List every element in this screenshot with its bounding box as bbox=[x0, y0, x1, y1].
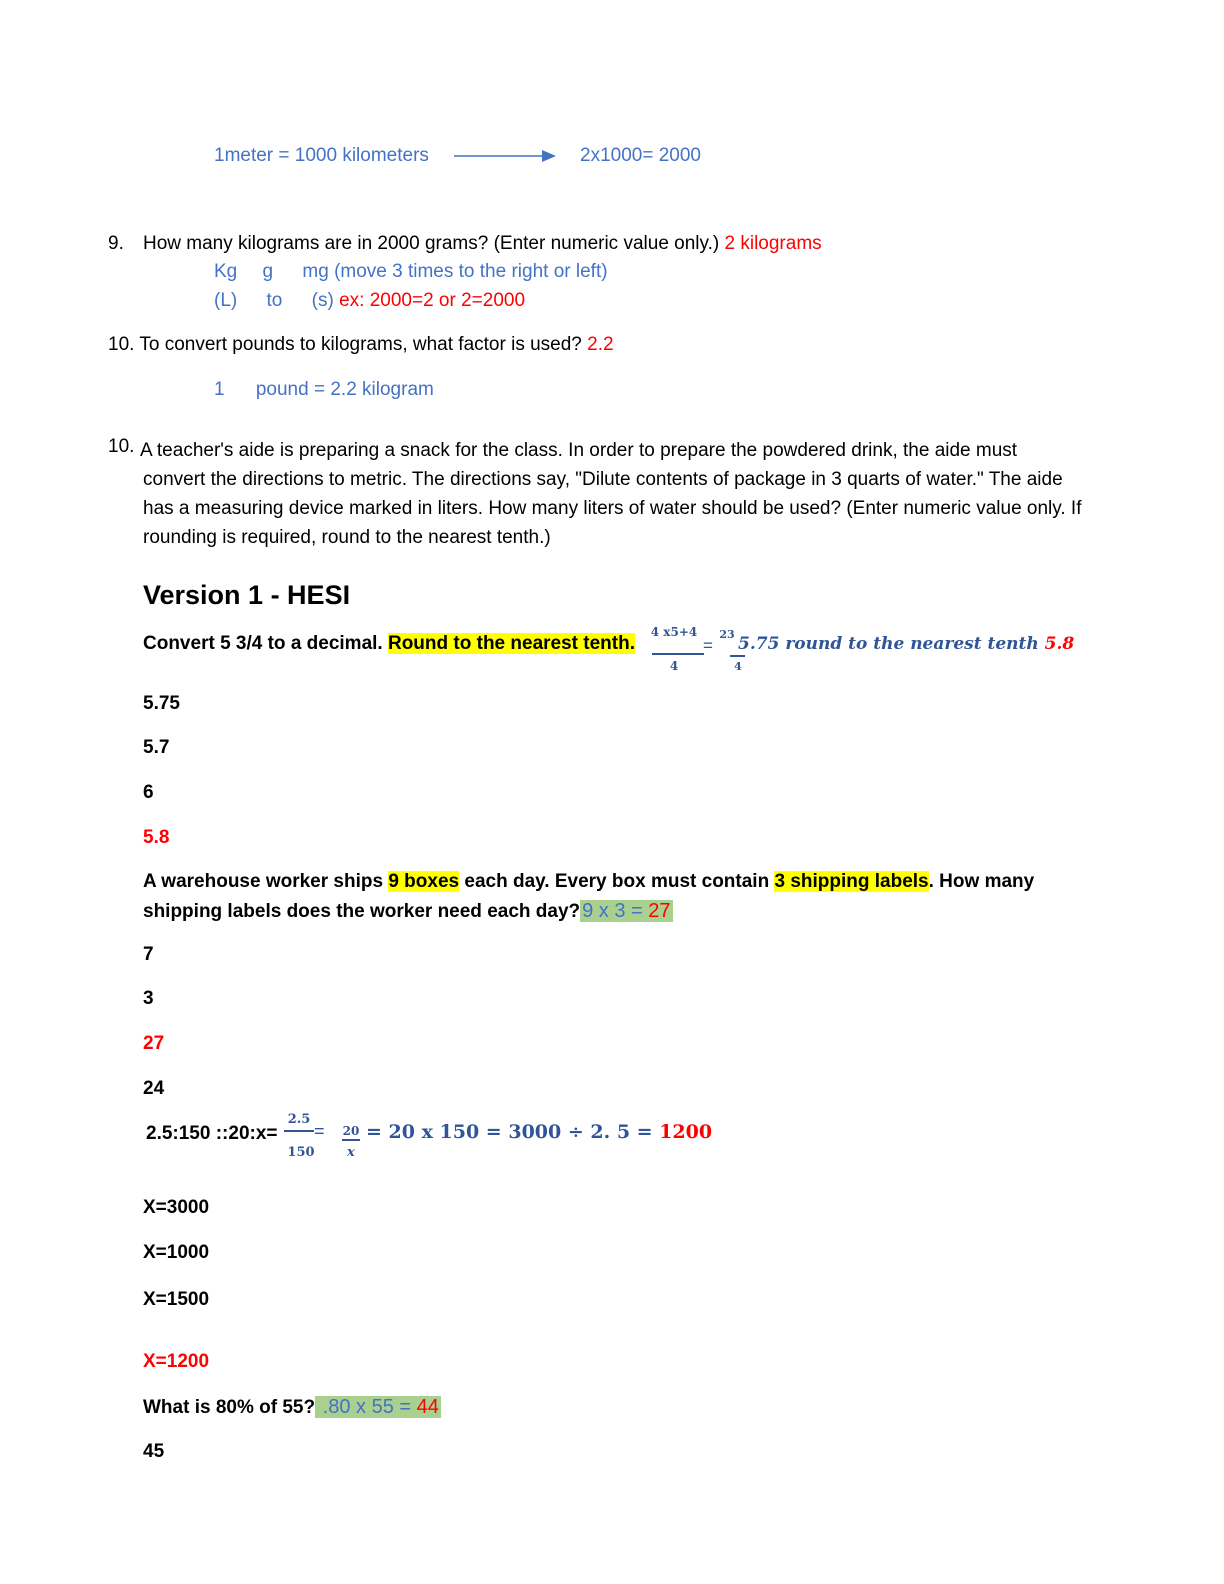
v1q3-frac2-denominator: x bbox=[347, 1145, 355, 1160]
v1q2-part-2: each day. Every box must contain bbox=[459, 871, 775, 892]
v1q3-option-2: X=1000 bbox=[143, 1242, 210, 1263]
v1q2-highlight-1: 9 boxes bbox=[388, 871, 460, 892]
v1q2-calc-answer: 27 bbox=[648, 900, 671, 922]
v1q2-part-4: shipping labels does the worker need each day? bbox=[143, 901, 581, 922]
v1q2-part-3: . How many bbox=[928, 871, 1035, 892]
q10a-hint-rest: pound = 2.2 kilogram bbox=[255, 379, 434, 400]
question-10b-body: A teacher's aide is preparing a snack for the class. In order to prepare the powdered drink, the aide must convert the directions to metric. The directions say, "Dilute contents of package in 3 quarts of water." The aide has a measuring device marked in liters. How many liters of water should be used? (Enter numeric value only. If rounding is required, round to the nearest tenth.) bbox=[140, 440, 1082, 548]
v1q3-option-3: X=1500 bbox=[143, 1289, 210, 1310]
conversion-note-right: 2x1000= 2000 bbox=[580, 145, 701, 166]
v1-question-4 bbox=[143, 1396, 441, 1419]
question-9-text: How many kilograms are in 2000 grams? (Enter numeric value only.) bbox=[143, 233, 720, 254]
hint-l: (L) bbox=[214, 290, 238, 311]
v1q3-option-1: X=3000 bbox=[143, 1197, 210, 1218]
hint-example: ex: 2000=2 or 2=2000 bbox=[339, 290, 526, 311]
conversion-note-left: 1meter = 1000 kilometers bbox=[214, 145, 429, 166]
v1q4-option-1: 45 bbox=[143, 1441, 165, 1462]
v1q4-calc-text: .80 x 55 = bbox=[317, 1396, 417, 1418]
v1q3-work-text: = 20 x 150 = 3000 ÷ 2. 5 = bbox=[366, 1121, 660, 1143]
v1q1-equals: = bbox=[703, 636, 713, 655]
v1q3-frac2-numerator: 20 bbox=[342, 1124, 360, 1138]
v1q2-correct-option: 27 bbox=[143, 1033, 165, 1054]
v1q3-equals: = bbox=[314, 1121, 325, 1141]
v1q1-highlight: Round to the nearest tenth. bbox=[387, 633, 635, 654]
question-10a-text: To convert pounds to kilograms, what factor is used? bbox=[139, 334, 582, 355]
v1q2-calc-text: 9 x 3 = bbox=[582, 900, 649, 922]
v1-question-2-line-1 bbox=[143, 871, 1034, 893]
version-heading: Version 1 - HESI bbox=[143, 580, 351, 610]
v1q3-prompt: 2.5:150 ::20:x= bbox=[146, 1123, 278, 1144]
v1q3-frac2-line bbox=[342, 1139, 360, 1141]
v1q3-correct-option: X=1200 bbox=[143, 1351, 210, 1372]
hint-to: to bbox=[266, 290, 283, 311]
v1q1-correct-option: 5.8 bbox=[143, 827, 170, 848]
v1q3-frac1-denominator: 150 bbox=[287, 1145, 315, 1160]
q10a-hint bbox=[214, 379, 434, 401]
v1q2-calc bbox=[580, 900, 672, 922]
v1q1-frac2-line bbox=[730, 655, 745, 657]
v1-question-1 bbox=[143, 633, 635, 655]
question-10a-answer: 2.2 bbox=[587, 334, 614, 355]
v1q4-calc-answer: 44 bbox=[416, 1396, 439, 1418]
question-9-number: 9. bbox=[108, 233, 124, 254]
v1q1-frac2-denominator: 4 bbox=[734, 660, 742, 673]
v1q3-frac1-numerator: 2.5 bbox=[287, 1112, 311, 1127]
v1-question-2-line-2 bbox=[143, 900, 673, 923]
question-10b-text bbox=[140, 436, 1083, 552]
v1q4-prompt: What is 80% of 55? bbox=[143, 1397, 316, 1418]
v1q3-frac1-line bbox=[284, 1130, 314, 1132]
v1q1-work bbox=[738, 634, 1074, 654]
q10a-hint-one: 1 bbox=[214, 379, 225, 400]
hint-g: g bbox=[262, 261, 274, 282]
v1q1-option-2: 5.7 bbox=[143, 737, 170, 758]
question-10b-number: 10. bbox=[108, 436, 135, 457]
v1q1-frac1-denominator: 4 bbox=[669, 659, 679, 673]
v1q3-work-answer: 1200 bbox=[659, 1121, 713, 1143]
question-9 bbox=[143, 233, 822, 255]
v1q2-part-1: A warehouse worker ships bbox=[143, 871, 389, 892]
v1q2-option-4: 24 bbox=[143, 1078, 165, 1099]
v1q2-option-2: 3 bbox=[143, 988, 154, 1009]
q9-hint-line-2 bbox=[214, 290, 525, 312]
question-9-answer: 2 kilograms bbox=[724, 233, 822, 254]
v1q1-work-answer: 5.8 bbox=[1044, 634, 1075, 654]
v1q1-frac1-line bbox=[652, 653, 704, 655]
v1q1-work-text: 5.75 round to the nearest tenth bbox=[738, 634, 1039, 654]
question-10a-number: 10. bbox=[108, 334, 135, 355]
v1q3-work bbox=[366, 1121, 712, 1143]
q9-hint-line-1 bbox=[214, 261, 608, 283]
v1q1-option-3: 6 bbox=[143, 782, 154, 803]
hint-s: (s) bbox=[311, 290, 334, 311]
hint-kg: Kg bbox=[214, 261, 238, 282]
v1q2-option-1: 7 bbox=[143, 944, 154, 965]
v1q1-option-1: 5.75 bbox=[143, 693, 180, 714]
arrow-right-icon bbox=[454, 147, 558, 165]
v1q1-frac2-numerator: 23 bbox=[719, 628, 735, 641]
v1q1-frac1-numerator: 4 x5+4 bbox=[650, 625, 698, 639]
v1q1-prompt: Convert 5 3/4 to a decimal. bbox=[143, 633, 383, 654]
v1q2-highlight-2: 3 shipping labels bbox=[774, 871, 929, 892]
hint-mg: mg (move 3 times to the right or left) bbox=[302, 261, 608, 282]
v1q4-calc bbox=[315, 1396, 441, 1418]
question-10a bbox=[108, 334, 614, 356]
